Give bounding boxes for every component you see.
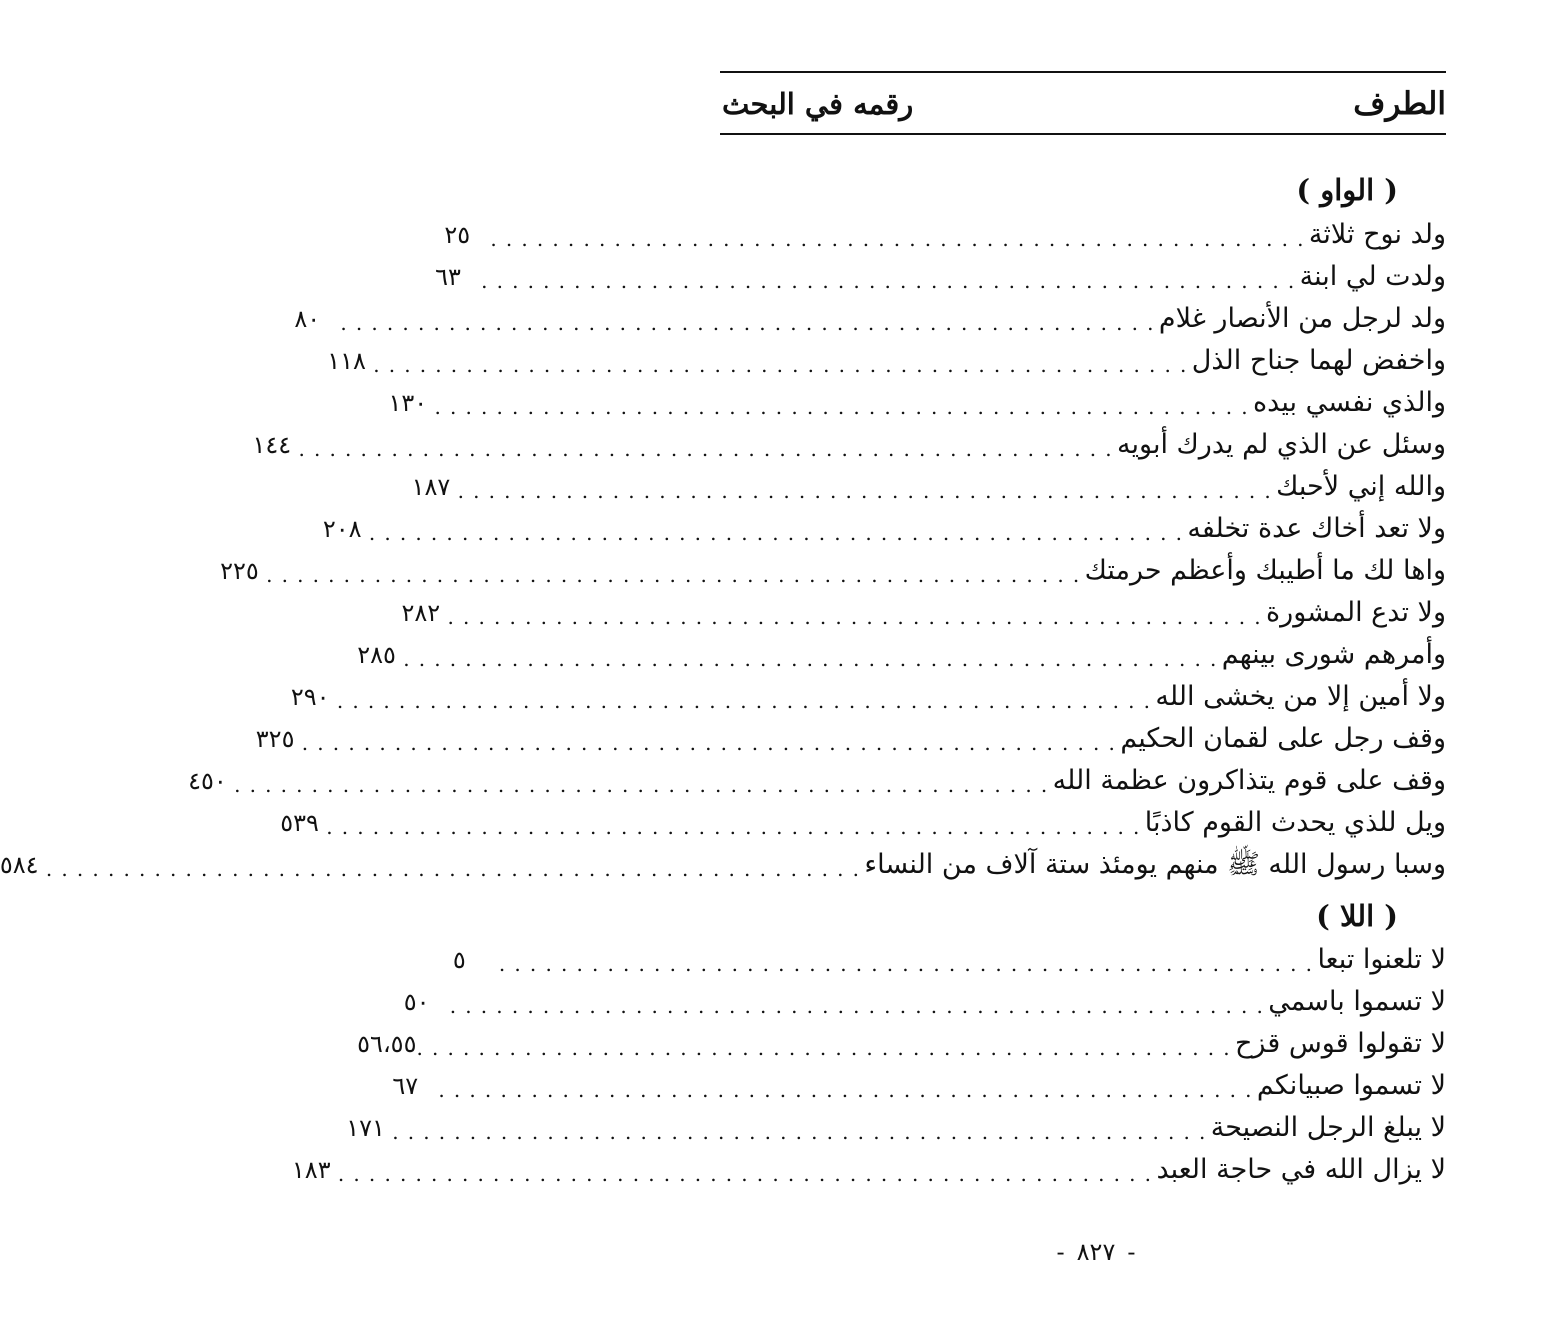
dot-leader: . . . . . . . . . . . . . . . . . . . . . . . . . . . . . . . . . . . . . . . . . . . . . . . . . . . . .	[403, 647, 1218, 671]
dot-leader: . . . . . . . . . . . . . . . . . . . . . . . . . . . . . . . . . . . . . . . . . . . . . . . . . . . . .	[416, 1036, 1231, 1060]
index-entry	[392, 1066, 1446, 1106]
index-entry	[435, 257, 1446, 297]
entry-text: وأمرهم شورى بينهم	[1221, 639, 1446, 670]
dot-leader: . . . . . . . . . . . . . . . . . . . . . . . . . . . . . . . . . . . . . . . . . . . . . . . . . . . . .	[498, 952, 1314, 976]
header-top-rule	[720, 71, 1446, 73]
page-number-dash: -	[1056, 1238, 1065, 1266]
entry-text: وقف على قوم يتذاكرون عظمة الله	[1052, 765, 1446, 796]
entry-page-number: ١٨٧	[411, 473, 451, 501]
page-number-value: ٨٢٧	[1076, 1238, 1116, 1266]
index-entry	[327, 341, 1446, 381]
entry-text: والذي نفسي بيده	[1253, 387, 1446, 418]
entry-page-number: ٢٥	[444, 221, 471, 249]
dot-leader: . . . . . . . . . . . . . . . . . . . . . . . . . . . . . . . . . . . . . . . . . . . . . . . . . . . . .	[434, 395, 1250, 419]
entry-page-number: ٥	[452, 946, 466, 974]
entry-page-number: ٢٠٨	[322, 515, 362, 543]
entry-text: وقف رجل على لقمان الحكيم	[1120, 723, 1446, 754]
index-entry	[0, 845, 1446, 885]
dot-leader: . . . . . . . . . . . . . . . . . . . . . . . . . . . . . . . . . . . . . . . . . . . . . . . . . . . . .	[301, 731, 1117, 755]
index-entry	[291, 1150, 1446, 1190]
index-entry	[280, 803, 1446, 843]
section-heading-waw: ( الواو )	[1296, 173, 1398, 207]
dot-leader: . . . . . . . . . . . . . . . . . . . . . . . . . . . . . . . . . . . . . . . . . . . . . . . . . . . . .	[447, 605, 1263, 629]
index-entry	[452, 940, 1446, 980]
entry-page-number: ٦٧	[392, 1072, 419, 1100]
dot-leader: . . . . . . . . . . . . . . . . . . . . . . . . . . . . . . . . . . . . . . . . . . . . . . . . . . . . .	[490, 227, 1305, 251]
index-entry	[444, 215, 1446, 255]
entry-text: وسئل عن الذي لم يدرك أبويه	[1117, 429, 1446, 460]
entry-page-number: ٢٨٥	[357, 641, 396, 669]
entry-text: ولدت لي ابنة	[1299, 261, 1446, 292]
index-entry	[290, 677, 1446, 717]
index-entry	[401, 593, 1446, 633]
entry-page-number: ٨٠	[294, 305, 321, 333]
index-entry	[388, 383, 1446, 423]
entry-page-number: ١١٨	[327, 347, 366, 375]
dot-leader: . . . . . . . . . . . . . . . . . . . . . . . . . . . . . . . . . . . . . . . . . . . . . . . . . . . . .	[340, 311, 1155, 335]
index-entry	[255, 719, 1446, 759]
dot-leader: . . . . . . . . . . . . . . . . . . . . . . . . . . . . . . . . . . . . . . . . . . . . . . . . . . . . .	[45, 857, 861, 881]
entry-text: لا تسموا صبيانكم	[1256, 1070, 1446, 1101]
index-entry	[357, 635, 1446, 675]
dot-leader: . . . . . . . . . . . . . . . . . . . . . . . . . . . . . . . . . . . . . . . . . . . . . . . . . . . . .	[337, 1162, 1153, 1186]
entry-page-number: ٥٠	[403, 988, 430, 1016]
index-entry	[357, 1024, 1446, 1064]
index-entry	[322, 509, 1446, 549]
entry-page-number: ١٤٤	[252, 431, 292, 459]
index-entry	[220, 551, 1446, 591]
entry-text: لا يزال الله في حاجة العبد	[1156, 1154, 1446, 1185]
section-heading-la: ( اللا )	[1316, 899, 1398, 933]
index-entry	[346, 1108, 1446, 1148]
entry-text: واها لك ما أطيبك وأعظم حرمتك	[1084, 555, 1446, 586]
entry-text: ولا أمين إلا من يخشى الله	[1155, 681, 1446, 712]
entry-page-number: ٢٢٥	[220, 557, 259, 585]
entry-text: لا تقولوا قوس قزح	[1235, 1028, 1446, 1059]
entry-text: واخفض لهما جناح الذل	[1191, 345, 1446, 376]
entry-page-number: ٥٨٤	[0, 851, 39, 879]
entry-text: والله إني لأحبك	[1276, 471, 1446, 502]
entry-text: ولد نوح ثلاثة	[1308, 219, 1446, 250]
index-entry	[188, 761, 1446, 801]
entry-page-number: ١٣٠	[388, 389, 428, 417]
page-number	[628, 1236, 1564, 1268]
index-entry	[294, 299, 1446, 339]
header-bottom-rule	[720, 133, 1446, 135]
dot-leader: . . . . . . . . . . . . . . . . . . . . . . . . . . . . . . . . . . . . . . . . . . . . . . . . . . . . .	[298, 437, 1113, 461]
index-entry	[403, 982, 1446, 1022]
dot-leader: . . . . . . . . . . . . . . . . . . . . . . . . . . . . . . . . . . . . . . . . . . . . . . . . . . . . .	[326, 815, 1141, 839]
column-heading-hadith-term: الطرف	[1353, 86, 1446, 122]
dot-leader: . . . . . . . . . . . . . . . . . . . . . . . . . . . . . . . . . . . . . . . . . . . . . . . . . . . . .	[234, 773, 1049, 797]
entry-page-number: ١٧١	[346, 1114, 385, 1142]
entry-page-number: ٥٦،٥٥	[357, 1030, 417, 1058]
entry-page-number: ٢٨٢	[401, 599, 441, 627]
dot-leader: . . . . . . . . . . . . . . . . . . . . . . . . . . . . . . . . . . . . . . . . . . . . . . . . . . . . .	[449, 994, 1265, 1018]
dot-leader: . . . . . . . . . . . . . . . . . . . . . . . . . . . . . . . . . . . . . . . . . . . . . . . . . . . . .	[481, 269, 1296, 293]
entry-text: لا تلعنوا تبعا	[1317, 944, 1446, 975]
entry-text: ويل للذي يحدث القوم كاذبًا	[1144, 807, 1446, 838]
entry-page-number: ٢٩٠	[290, 683, 330, 711]
entry-page-number: ٤٥٠	[188, 767, 227, 795]
entry-page-number: ٣٢٥	[255, 725, 295, 753]
dot-leader: . . . . . . . . . . . . . . . . . . . . . . . . . . . . . . . . . . . . . . . . . . . . . . . . . . . . .	[392, 1120, 1207, 1144]
entry-text: لا يبلغ الرجل النصيحة	[1210, 1112, 1446, 1143]
column-heading-reference-number: رقمه في البحث	[722, 87, 914, 121]
page-number-dash: -	[1127, 1238, 1136, 1266]
entry-text: ولا تعد أخاك عدة تخلفه	[1187, 513, 1446, 544]
entry-text: ولا تدع المشورة	[1266, 597, 1446, 628]
entry-text: ولد لرجل من الأنصار غلام	[1158, 303, 1446, 334]
dot-leader: . . . . . . . . . . . . . . . . . . . . . . . . . . . . . . . . . . . . . . . . . . . . . . . . . . . . .	[336, 689, 1152, 713]
entry-page-number: ٥٣٩	[280, 809, 319, 837]
index-entry	[252, 425, 1446, 465]
entry-text: وسبا رسول الله ﷺ منهم يومئذ ستة آلاف من النساء	[864, 849, 1446, 880]
entry-text: لا تسموا باسمي	[1268, 986, 1446, 1017]
dot-leader: . . . . . . . . . . . . . . . . . . . . . . . . . . . . . . . . . . . . . . . . . . . . . . . . . . . . .	[457, 479, 1273, 503]
dot-leader: . . . . . . . . . . . . . . . . . . . . . . . . . . . . . . . . . . . . . . . . . . . . . . . . . . . . .	[438, 1078, 1253, 1102]
dot-leader: . . . . . . . . . . . . . . . . . . . . . . . . . . . . . . . . . . . . . . . . . . . . . . . . . . . . .	[368, 521, 1184, 545]
entry-page-number: ٦٣	[435, 263, 461, 291]
index-entry	[411, 467, 1446, 507]
dot-leader: . . . . . . . . . . . . . . . . . . . . . . . . . . . . . . . . . . . . . . . . . . . . . . . . . . . . .	[266, 563, 1081, 587]
dot-leader: . . . . . . . . . . . . . . . . . . . . . . . . . . . . . . . . . . . . . . . . . . . . . . . . . . . . .	[373, 353, 1188, 377]
entry-page-number: ١٨٣	[291, 1156, 331, 1184]
